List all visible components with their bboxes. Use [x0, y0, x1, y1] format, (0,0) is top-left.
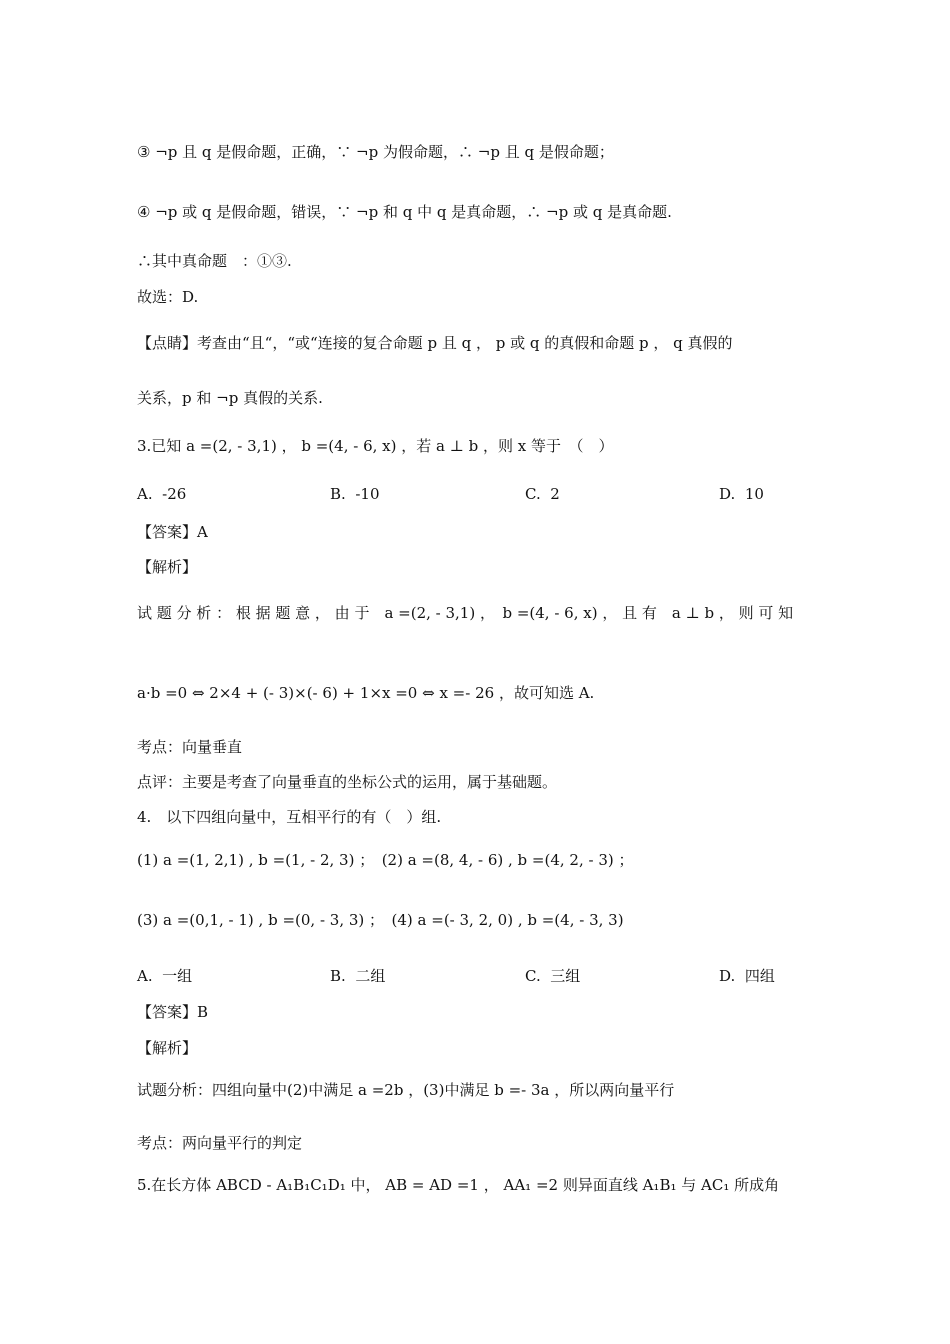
q4-analysis-heading: 【解析】 [137, 1039, 198, 1057]
q3-option-c: C. 2 [525, 485, 560, 503]
q4-vectors-1-2: (1) a =(1, 2,1) , b =(1, - 2, 3) ； (2) a =(8, 4, - 6) , b =(4, 2, - 3) ； [137, 851, 634, 869]
q3-analysis-1: 试 题 分 析 ： 根 据 题 意 ， 由 于 a =(2, - 3,1) ， b =(4, - 6, x) ， 且 有 a ⊥ b ， 则 可 知 [137, 604, 794, 622]
q3-option-b: B. -10 [330, 485, 380, 503]
q4-option-a: A. 一组 [137, 967, 193, 985]
q4-option-c: C. 三组 [525, 967, 581, 985]
q3-option-a: A. -26 [137, 485, 187, 503]
q3-comment: 点评：主要是考查了向量垂直的坐标公式的运用，属于基础题。 [137, 773, 558, 791]
q4-vectors-3-4: (3) a =(0,1, - 1) , b =(0, - 3, 3) ； (4) a =(- 3, 2, 0) , b =(4, - 3, 3) [137, 911, 624, 929]
question-5-stem: 5.在长方体 ABCD - A₁B₁C₁D₁ 中， AB = AD =1 ， AA₁ =2 则异面直线 A₁B₁ 与 AC₁ 所成角 [137, 1176, 780, 1194]
q4-option-d: D. 四组 [719, 967, 775, 985]
q3-analysis-2: a·b =0 ⇔ 2×4 + (- 3)×(- 6) + 1×x =0 ⇔ x =- 26 ，故可知选 A. [137, 684, 595, 702]
line-6: 关系，p 和 ¬p 真假的关系. [137, 389, 323, 407]
line-2: ④ ¬p 或 q 是假命题，错误，∵ ¬p 和 q 中 q 是真命题，∴ ¬p 或 q 是真命题. [137, 203, 672, 221]
q4-analysis: 试题分析：四组向量中(2)中满足 a =2b ，(3)中满足 b =- 3a ，所以两向量平行 [137, 1081, 675, 1099]
q4-answer: 【答案】B [137, 1003, 209, 1021]
line-1: ③ ¬p 且 q 是假命题，正确，∵ ¬p 为假命题，∴ ¬p 且 q 是假命题； [137, 143, 614, 161]
q3-option-d: D. 10 [719, 485, 764, 503]
line-5: 【点睛】考查由“且“，“或“连接的复合命题 p 且 q ， p 或 q 的真假和命题 p ， q 真假的 [137, 334, 733, 352]
question-3-stem: 3.已知 a =(2, - 3,1) ， b =(4, - 6, x) ，若 a ⊥ b ，则 x 等于 （ ） [137, 437, 614, 455]
q3-answer: 【答案】A [137, 523, 208, 541]
q4-point: 考点：两向量平行的判定 [137, 1134, 303, 1152]
q3-point: 考点：向量垂直 [137, 738, 243, 756]
q4-option-b: B. 二组 [330, 967, 386, 985]
line-4: 故选：D. [137, 288, 199, 306]
q3-analysis-heading: 【解析】 [137, 558, 198, 576]
question-4-stem: 4. 以下四组向量中，互相平行的有（ ）组. [137, 808, 442, 826]
line-3: ∴其中真命题 ：①③. [137, 252, 292, 270]
